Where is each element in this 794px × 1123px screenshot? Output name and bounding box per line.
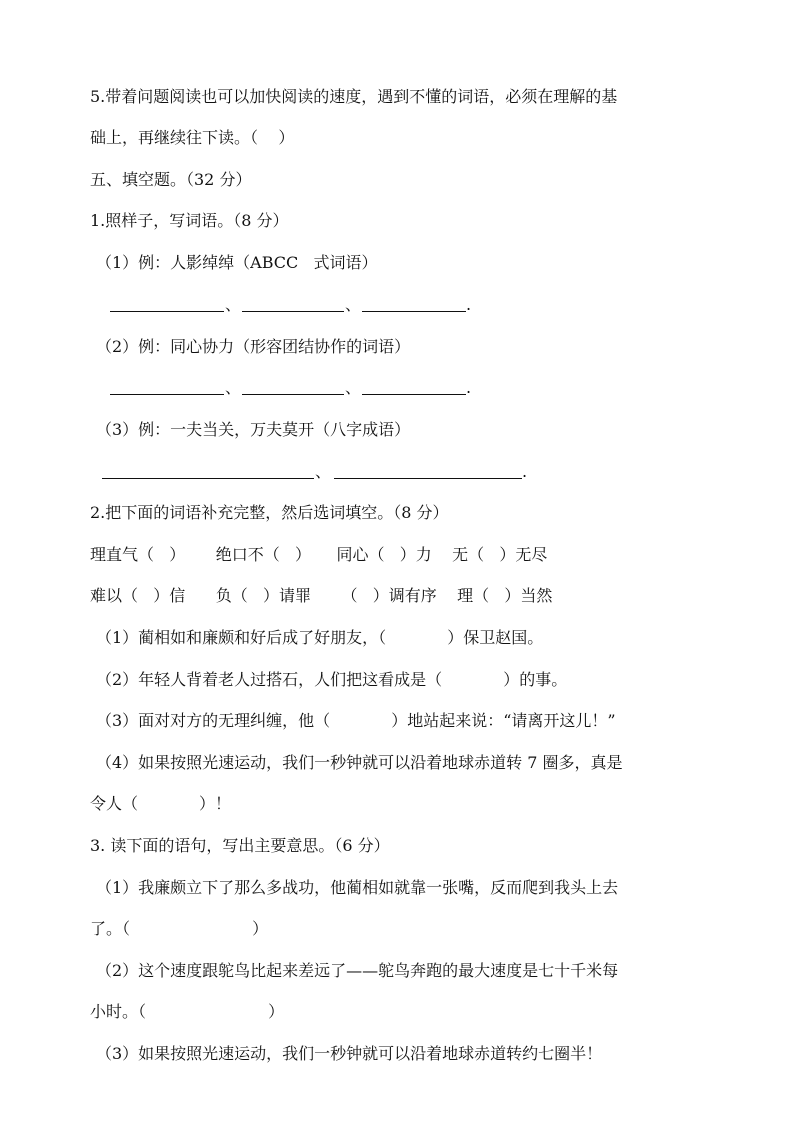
question-2-title: 2.把下面的词语补充完整，然后选词填空。（8 分） [90,503,449,522]
question-2-sentence-4-line-2: 令人（ ）！ [90,794,232,813]
answer-blank[interactable] [362,311,466,312]
answer-blank[interactable] [110,394,224,395]
answer-blank[interactable] [110,311,224,312]
comma-separator: 、 [345,295,362,314]
question-2-sentence-1: （1）蔺相如和廉颇和好后成了好朋友，（ ）保卫赵国。 [96,628,544,647]
question-3-sentence-3-line-1: （3）如果按照光速运动，我们一秒钟就可以沿着地球赤道转约七圈半！ [96,1044,603,1063]
question-3-sentence-2-line-1: （2）这个速度跟鸵鸟比起来差远了——鸵鸟奔跑的最大速度是七十千米每 [96,961,619,980]
word-list-row-1: 理直气（ ） 绝口不（ ） 同心（ ）力 无（ ）无尽 [90,545,548,564]
answer-blank[interactable] [242,394,344,395]
section-5-title: 五、填空题。（32 分） [90,170,252,189]
q5-statement-line-2: 础上，再继续往下读。（ ） [90,128,295,147]
question-1-example-2: （2）例：同心协力（形容团结协作的词语） [96,337,411,356]
question-3-sentence-1-line-1: （1）我廉颇立下了那么多战功，他蔺相如就靠一张嘴，反而爬到我头上去 [96,878,619,897]
comma-separator: 、 [225,378,242,397]
comma-separator: 、 [315,462,332,481]
period-mark: . [466,378,472,397]
question-3-title: 3. 读下面的语句，写出主要意思。（6 分） [90,836,390,855]
question-2-sentence-2: （2）年轻人背着老人过搭石，人们把这看成是（ ）的事。 [96,670,568,689]
question-2-sentence-3: （3）面对对方的无理纠缠，他（ ）地站起来说：“请离开这儿！” [96,711,616,730]
answer-blank[interactable] [242,311,344,312]
comma-separator: 、 [345,378,362,397]
answer-blank[interactable] [362,394,466,395]
question-3-sentence-1-line-2: 了。（ ） [90,919,269,938]
question-1-example-1: （1）例：人影绰绰（ABCC 式词语） [96,253,378,272]
question-2-sentence-4-line-1: （4）如果按照光速运动，我们一秒钟就可以沿着地球赤道转 7 圈多，真是 [96,753,623,772]
question-1-example-3: （3）例：一夫当关，万夫莫开（八字成语） [96,420,411,439]
period-mark: . [466,295,472,314]
answer-blank[interactable] [334,478,522,479]
q5-statement-line-1: 5.带着问题阅读也可以加快阅读的速度，遇到不懂的词语，必须在理解的基 [90,87,618,106]
word-list-row-2: 难以（ ）信 负（ ）请罪 （ ）调有序 理（ ）当然 [90,586,553,605]
question-3-sentence-2-line-2: 小时。（ ） [90,1002,285,1021]
comma-separator: 、 [225,295,242,314]
question-1-title: 1.照样子，写词语。（8 分） [90,211,289,230]
answer-blank[interactable] [102,478,314,479]
period-mark: . [522,462,528,481]
